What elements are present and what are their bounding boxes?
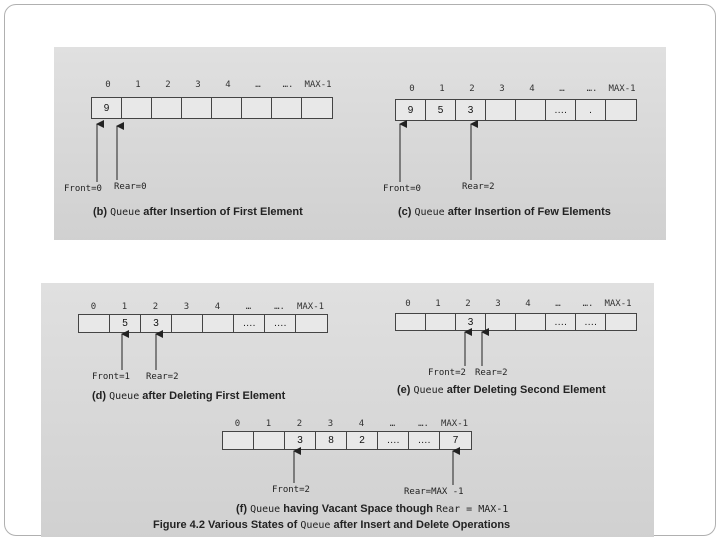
index-label: MAX-1 xyxy=(296,302,325,312)
index-label: 0 xyxy=(405,299,411,309)
index-label: MAX-1 xyxy=(304,80,332,90)
index-label: …. xyxy=(582,299,594,309)
index-label: 4 xyxy=(358,419,365,429)
queue-cell: 5 xyxy=(426,100,456,120)
index-label: MAX-1 xyxy=(604,299,632,309)
queue-cell: . xyxy=(576,100,606,120)
queue-cell: …. xyxy=(546,314,576,330)
index-label: 2 xyxy=(469,84,475,94)
queue-cell: …. xyxy=(409,432,440,449)
queue-cell: 5 xyxy=(110,315,141,332)
rear-pointer-label: Rear=2 xyxy=(146,372,179,382)
rear-pointer-label: Rear=MAX -1 xyxy=(404,487,464,497)
index-label: … xyxy=(389,419,396,429)
queue-cell: 7 xyxy=(452,435,459,446)
queue-cell: 3 xyxy=(285,432,316,449)
index-label: 3 xyxy=(327,419,334,429)
caption-queue-term: Queue xyxy=(413,385,444,396)
front-pointer-label: Front=2 xyxy=(272,485,310,495)
index-label: 3 xyxy=(495,299,501,309)
caption-text: having Vacant Space though xyxy=(283,503,433,515)
index-label: 1 xyxy=(435,299,441,309)
index-label: … xyxy=(245,302,252,312)
index-label: 4 xyxy=(214,302,221,312)
front-pointer-label: Front=0 xyxy=(64,184,102,194)
index-label: 1 xyxy=(135,80,141,90)
caption-queue-term: Queue xyxy=(250,504,281,515)
index-label: … xyxy=(555,299,561,309)
queue-cell: …. xyxy=(546,100,576,120)
index-label: 4 xyxy=(529,84,535,94)
index-label: 0 xyxy=(409,84,415,94)
rear-pointer-label: Rear=0 xyxy=(114,182,147,192)
figure-title-prefix: Figure 4.2 Various States of xyxy=(153,519,298,531)
front-pointer-label: Front=2 xyxy=(428,368,466,378)
index-label: 3 xyxy=(195,80,201,90)
rear-pointer-label: Rear=2 xyxy=(462,182,495,192)
index-label: …. xyxy=(282,80,294,90)
queue-cell: …. xyxy=(378,432,409,449)
caption-text: after Insertion of First Element xyxy=(143,206,303,218)
index-label: 1 xyxy=(439,84,445,94)
caption-queue-term: Queue xyxy=(109,391,140,402)
caption-text: after Insertion of Few Elements xyxy=(447,206,611,218)
index-label: …. xyxy=(586,84,598,94)
index-label: 4 xyxy=(525,299,531,309)
front-pointer-label: Front=1 xyxy=(92,372,130,382)
caption-label: (c) xyxy=(398,206,412,218)
figure-title-queue: Queue xyxy=(300,520,331,531)
index-label: 0 xyxy=(105,80,111,90)
index-label: 2 xyxy=(296,419,303,429)
queue-cell: …. xyxy=(576,314,606,330)
rear-pointer-label: Rear=2 xyxy=(475,368,508,378)
queue-cell: …. xyxy=(234,315,265,332)
queue-cell: 3 xyxy=(456,314,486,330)
index-label: MAX-1 xyxy=(608,84,636,94)
index-label: … xyxy=(255,80,261,90)
index-label: …. xyxy=(418,419,429,429)
index-label: 0 xyxy=(234,419,241,429)
queue-cell: 2 xyxy=(347,432,378,449)
index-label: 2 xyxy=(152,302,159,312)
figure-title-suffix: after Insert and Delete Operations xyxy=(333,519,511,531)
caption-queue-term: Queue xyxy=(110,207,141,218)
index-label: 2 xyxy=(165,80,171,90)
caption-queue-term: Queue xyxy=(414,207,445,218)
index-label: 3 xyxy=(499,84,505,94)
caption-text: after Deleting First Element xyxy=(142,390,286,402)
caption-code: Rear = MAX-1 xyxy=(436,504,509,515)
caption-label: (e) xyxy=(397,384,411,396)
index-label: 1 xyxy=(121,302,128,312)
index-label: …. xyxy=(274,302,285,312)
index-label: 2 xyxy=(465,299,471,309)
queue-cell: 8 xyxy=(316,432,347,449)
index-label: 4 xyxy=(225,80,231,90)
queue-cell: 9 xyxy=(92,98,122,118)
index-label: 1 xyxy=(265,419,272,429)
queue-cell: 3 xyxy=(141,315,172,332)
index-label: … xyxy=(559,84,565,94)
caption-text: after Deleting Second Element xyxy=(446,384,606,396)
index-label: 3 xyxy=(183,302,190,312)
caption-label: (d) xyxy=(92,390,107,402)
queue-cell: …. xyxy=(265,315,296,332)
caption-label: (f) xyxy=(236,503,247,515)
queue-cell: 3 xyxy=(456,100,486,120)
caption-label: (b) xyxy=(93,206,108,218)
front-pointer-label: Front=0 xyxy=(383,184,421,194)
index-label: 0 xyxy=(90,302,97,312)
index-label: MAX-1 xyxy=(440,419,469,429)
queue-cell: 9 xyxy=(396,100,426,120)
